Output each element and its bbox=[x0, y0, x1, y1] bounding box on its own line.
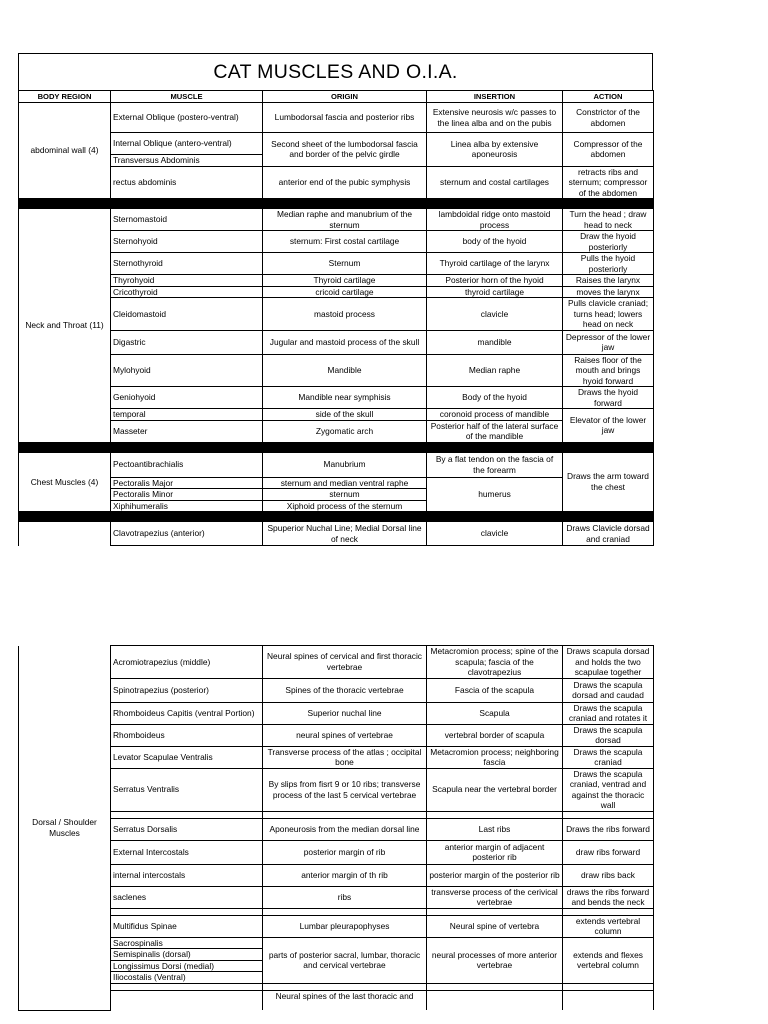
origin-cell: Spuperior Nuchal Line; Medial Dorsal line of neck bbox=[263, 522, 427, 546]
action-cell: Draws scapula dorsad and holds the two scapulae together bbox=[563, 646, 654, 679]
muscle-cell: Pectoantibrachialis bbox=[111, 452, 263, 477]
muscle-cell: saclenes bbox=[111, 886, 263, 908]
origin-cell: Thyroid cartilage bbox=[263, 275, 427, 287]
origin-cell: Second sheet of the lumbodorsal fascia and border of the pelvic girdle bbox=[263, 133, 427, 167]
table-row bbox=[19, 646, 654, 679]
origin-cell: parts of posterior sacral, lumbar, thoracic and cervical vertebrae bbox=[263, 937, 427, 983]
muscle-cell: Rhomboideus Capitis (ventral Portion) bbox=[111, 702, 263, 724]
muscle-table-page-two bbox=[18, 645, 654, 1011]
region-cell-empty bbox=[19, 522, 111, 546]
muscle-cell: External Intercostals bbox=[111, 840, 263, 864]
origin-cell: Lumbar pleurapophyses bbox=[263, 915, 427, 937]
muscle-cell: Multifidus Spinae bbox=[111, 915, 263, 937]
insertion-cell: clavicle bbox=[427, 298, 563, 331]
insertion-cell: Posterior half of the lateral surface of the mandible bbox=[427, 420, 563, 442]
insertion-cell: Body of the hyoid bbox=[427, 387, 563, 409]
muscle-cell: Internal Oblique (antero-ventral) bbox=[111, 133, 263, 155]
muscle-cell: Transversus Abdominis bbox=[111, 155, 263, 167]
insertion-cell: humerus bbox=[427, 477, 563, 512]
insertion-cell-empty bbox=[427, 990, 563, 1010]
muscle-cell-empty bbox=[111, 990, 263, 1010]
origin-cell: sternum and median ventral raphe bbox=[263, 477, 427, 489]
action-cell: extends vertebral column bbox=[563, 915, 654, 937]
table-row bbox=[19, 452, 654, 477]
muscle-cell: Rhomboideus bbox=[111, 724, 263, 746]
muscle-cell: Clavotrapezius (anterior) bbox=[111, 522, 263, 546]
origin-cell: anterior end of the pubic symphysis bbox=[263, 166, 427, 199]
insertion-cell: body of the hyoid bbox=[427, 231, 563, 253]
action-cell-empty bbox=[563, 990, 654, 1010]
insertion-cell: Posterior horn of the hyoid bbox=[427, 275, 563, 287]
table-row bbox=[19, 166, 654, 199]
table-row bbox=[19, 768, 654, 811]
muscle-cell: temporal bbox=[111, 409, 263, 421]
table-row bbox=[19, 818, 654, 840]
action-cell: draw ribs back bbox=[563, 864, 654, 886]
table-row bbox=[19, 937, 654, 949]
section-divider bbox=[19, 512, 654, 522]
muscle-cell: Mylohyoid bbox=[111, 354, 263, 387]
muscle-cell: Pectoralis Major bbox=[111, 477, 263, 489]
table-row bbox=[19, 678, 654, 702]
spacer-row bbox=[19, 983, 654, 990]
table-row bbox=[19, 253, 654, 275]
insertion-cell: Extensive neurosis w/c passes to the linea alba and on the pubis bbox=[427, 103, 563, 133]
origin-cell: cricoid cartilage bbox=[263, 286, 427, 298]
action-cell: Raises floor of the mouth and brings hyoid forward bbox=[563, 354, 654, 387]
page-two bbox=[18, 645, 653, 1011]
origin-cell: Mandible near symphisis bbox=[263, 387, 427, 409]
header-muscle: MUSCLE bbox=[111, 91, 263, 103]
table-row bbox=[19, 746, 654, 768]
muscle-cell: Iliocostalis (Ventral) bbox=[111, 972, 263, 984]
action-cell: Draws Clavicle dorsad and craniad bbox=[563, 522, 654, 546]
header-body-region: BODY REGION bbox=[19, 91, 111, 103]
insertion-cell: By a flat tendon on the fascia of the forearm bbox=[427, 452, 563, 477]
muscle-cell: Geniohyoid bbox=[111, 387, 263, 409]
action-cell: extends and flexes vertebral column bbox=[563, 937, 654, 983]
header-row bbox=[19, 91, 654, 103]
table-row bbox=[19, 840, 654, 864]
table-row bbox=[19, 387, 654, 409]
insertion-cell: Neural spine of vertebra bbox=[427, 915, 563, 937]
muscle-cell: Serratus Dorsalis bbox=[111, 818, 263, 840]
table-row bbox=[19, 298, 654, 331]
action-cell: moves the larynx bbox=[563, 286, 654, 298]
origin-cell: Xiphoid process of the sternum bbox=[263, 500, 427, 512]
table-row bbox=[19, 522, 654, 546]
muscle-cell: Longissimus Dorsi (medial) bbox=[111, 960, 263, 972]
action-cell: Turn the head ; draw head to neck bbox=[563, 209, 654, 231]
action-cell: Pulls the hyoid posteriorly bbox=[563, 253, 654, 275]
region-cell: Neck and Throat (11) bbox=[19, 209, 111, 443]
origin-cell: Sternum bbox=[263, 253, 427, 275]
origin-cell: By slips from fisrt 9 or 10 ribs; transverse process of the last 5 cervical vertebrae bbox=[263, 768, 427, 811]
action-cell: Draws the ribs forward bbox=[563, 818, 654, 840]
insertion-cell: Thyroid cartilage of the larynx bbox=[427, 253, 563, 275]
origin-cell: Median raphe and manubrium of the sternum bbox=[263, 209, 427, 231]
origin-cell: ribs bbox=[263, 886, 427, 908]
muscle-cell: Cleidomastoid bbox=[111, 298, 263, 331]
insertion-cell: Linea alba by extensive aponeurosis bbox=[427, 133, 563, 167]
muscle-cell: External Oblique (postero-ventral) bbox=[111, 103, 263, 133]
region-cell: abdominal wall (4) bbox=[19, 103, 111, 199]
muscle-cell: Digastric bbox=[111, 330, 263, 354]
table-row bbox=[19, 477, 654, 489]
section-divider bbox=[19, 442, 654, 452]
insertion-cell: neural processes of more anterior vertebrae bbox=[427, 937, 563, 983]
muscle-cell: Thyrohyoid bbox=[111, 275, 263, 287]
muscle-cell: Levator Scapulae Ventralis bbox=[111, 746, 263, 768]
action-cell: Pulls clavicle craniad; turns head; lowers head on neck bbox=[563, 298, 654, 331]
section-divider bbox=[19, 199, 654, 209]
origin-cell: Superior nuchal line bbox=[263, 702, 427, 724]
table-row bbox=[19, 990, 654, 1010]
table-row bbox=[19, 409, 654, 421]
table-row bbox=[19, 103, 654, 133]
muscle-cell: Serratus Ventralis bbox=[111, 768, 263, 811]
muscle-cell: Sternohyoid bbox=[111, 231, 263, 253]
action-cell: Draws the scapula craniad, ventrad and against the thoracic wall bbox=[563, 768, 654, 811]
muscle-cell: Xiphihumeralis bbox=[111, 500, 263, 512]
origin-cell: Jugular and mastoid process of the skull bbox=[263, 330, 427, 354]
insertion-cell: mandible bbox=[427, 330, 563, 354]
action-cell: Raises the larynx bbox=[563, 275, 654, 287]
insertion-cell: sternum and costal cartilages bbox=[427, 166, 563, 199]
action-cell: retracts ribs and sternum; compressor of the abdomen bbox=[563, 166, 654, 199]
origin-cell: Mandible bbox=[263, 354, 427, 387]
region-cell: Chest Muscles (4) bbox=[19, 452, 111, 512]
origin-cell: Lumbodorsal fascia and posterior ribs bbox=[263, 103, 427, 133]
action-cell: Draws the scapula dorsad and caudad bbox=[563, 678, 654, 702]
action-cell: Compressor of the abdomen bbox=[563, 133, 654, 167]
origin-cell: posterior margin of rib bbox=[263, 840, 427, 864]
action-cell: draw ribs forward bbox=[563, 840, 654, 864]
insertion-cell: Scapula near the vertebral border bbox=[427, 768, 563, 811]
origin-cell: Aponeurosis from the median dorsal line bbox=[263, 818, 427, 840]
insertion-cell: Scapula bbox=[427, 702, 563, 724]
origin-cell: Zygomatic arch bbox=[263, 420, 427, 442]
insertion-cell: clavicle bbox=[427, 522, 563, 546]
action-cell: Draws the arm toward the chest bbox=[563, 452, 654, 512]
origin-cell: neural spines of vertebrae bbox=[263, 724, 427, 746]
action-cell: draws the ribs forward and bends the neck bbox=[563, 886, 654, 908]
insertion-cell: anterior margin of adjacent posterior rib bbox=[427, 840, 563, 864]
page-one bbox=[18, 53, 653, 546]
insertion-cell: Fascia of the scapula bbox=[427, 678, 563, 702]
insertion-cell: vertebral border of scapula bbox=[427, 724, 563, 746]
muscle-cell: Acromiotrapezius (middle) bbox=[111, 646, 263, 679]
muscle-cell: Cricothyroid bbox=[111, 286, 263, 298]
muscle-cell: Sacrospinalis bbox=[111, 937, 263, 949]
insertion-cell: lambdoidal ridge onto mastoid process bbox=[427, 209, 563, 231]
insertion-cell: Metacromion process; neighboring fascia bbox=[427, 746, 563, 768]
table-row bbox=[19, 864, 654, 886]
origin-cell: sternum bbox=[263, 489, 427, 501]
origin-cell: sternum: First costal cartilage bbox=[263, 231, 427, 253]
origin-cell: anterior margin of th rib bbox=[263, 864, 427, 886]
muscle-table-page-one bbox=[18, 90, 654, 546]
muscle-cell: Sternothyroid bbox=[111, 253, 263, 275]
origin-cell: Manubrium bbox=[263, 452, 427, 477]
action-cell: Constrictor of the abdomen bbox=[563, 103, 654, 133]
table-row bbox=[19, 886, 654, 908]
insertion-cell: thyroid cartilage bbox=[427, 286, 563, 298]
table-row bbox=[19, 231, 654, 253]
table-row bbox=[19, 286, 654, 298]
table-row bbox=[19, 354, 654, 387]
muscle-cell: Semispinalis (dorsal) bbox=[111, 949, 263, 961]
insertion-cell: posterior margin of the posterior rib bbox=[427, 864, 563, 886]
region-cell: Dorsal / Shoulder Muscles bbox=[19, 646, 111, 1011]
origin-cell: side of the skull bbox=[263, 409, 427, 421]
origin-cell: mastoid process bbox=[263, 298, 427, 331]
muscle-cell: Sternomastoid bbox=[111, 209, 263, 231]
document-title: CAT MUSCLES AND O.I.A. bbox=[18, 53, 653, 90]
table-row bbox=[19, 724, 654, 746]
spacer-row bbox=[19, 811, 654, 818]
origin-cell: Transverse process of the atlas ; occipital bone bbox=[263, 746, 427, 768]
muscle-cell: rectus abdominis bbox=[111, 166, 263, 199]
table-row bbox=[19, 915, 654, 937]
table-row bbox=[19, 275, 654, 287]
insertion-cell: Metacromion process; spine of the scapula; fascia of the clavotrapezius bbox=[427, 646, 563, 679]
action-cell: Draws the scapula dorsad bbox=[563, 724, 654, 746]
action-cell: Draws the scapula craniad bbox=[563, 746, 654, 768]
action-cell: Draw the hyoid posteriorly bbox=[563, 231, 654, 253]
action-cell: Depressor of the lower jaw bbox=[563, 330, 654, 354]
table-row bbox=[19, 133, 654, 155]
action-cell: Draws the hyoid forward bbox=[563, 387, 654, 409]
header-insertion: INSERTION bbox=[427, 91, 563, 103]
table-row bbox=[19, 209, 654, 231]
origin-cell: Neural spines of the last thoracic and bbox=[263, 990, 427, 1010]
table-row bbox=[19, 702, 654, 724]
insertion-cell: coronoid process of mandible bbox=[427, 409, 563, 421]
insertion-cell: Last ribs bbox=[427, 818, 563, 840]
header-action: ACTION bbox=[563, 91, 654, 103]
origin-cell: Spines of the thoracic vertebrae bbox=[263, 678, 427, 702]
table-row bbox=[19, 330, 654, 354]
spacer-row bbox=[19, 908, 654, 915]
insertion-cell: Median raphe bbox=[427, 354, 563, 387]
action-cell: Draws the scapula craniad and rotates it bbox=[563, 702, 654, 724]
origin-cell: Neural spines of cervical and first thoracic vertebrae bbox=[263, 646, 427, 679]
table-row bbox=[19, 420, 654, 442]
muscle-cell: internal intercostals bbox=[111, 864, 263, 886]
muscle-cell: Pectoralis Minor bbox=[111, 489, 263, 501]
muscle-cell: Spinotrapezius (posterior) bbox=[111, 678, 263, 702]
muscle-cell: Masseter bbox=[111, 420, 263, 442]
action-cell: Elevator of the lower jaw bbox=[563, 409, 654, 443]
header-origin: ORIGIN bbox=[263, 91, 427, 103]
insertion-cell: transverse process of the cerivical vertebrae bbox=[427, 886, 563, 908]
